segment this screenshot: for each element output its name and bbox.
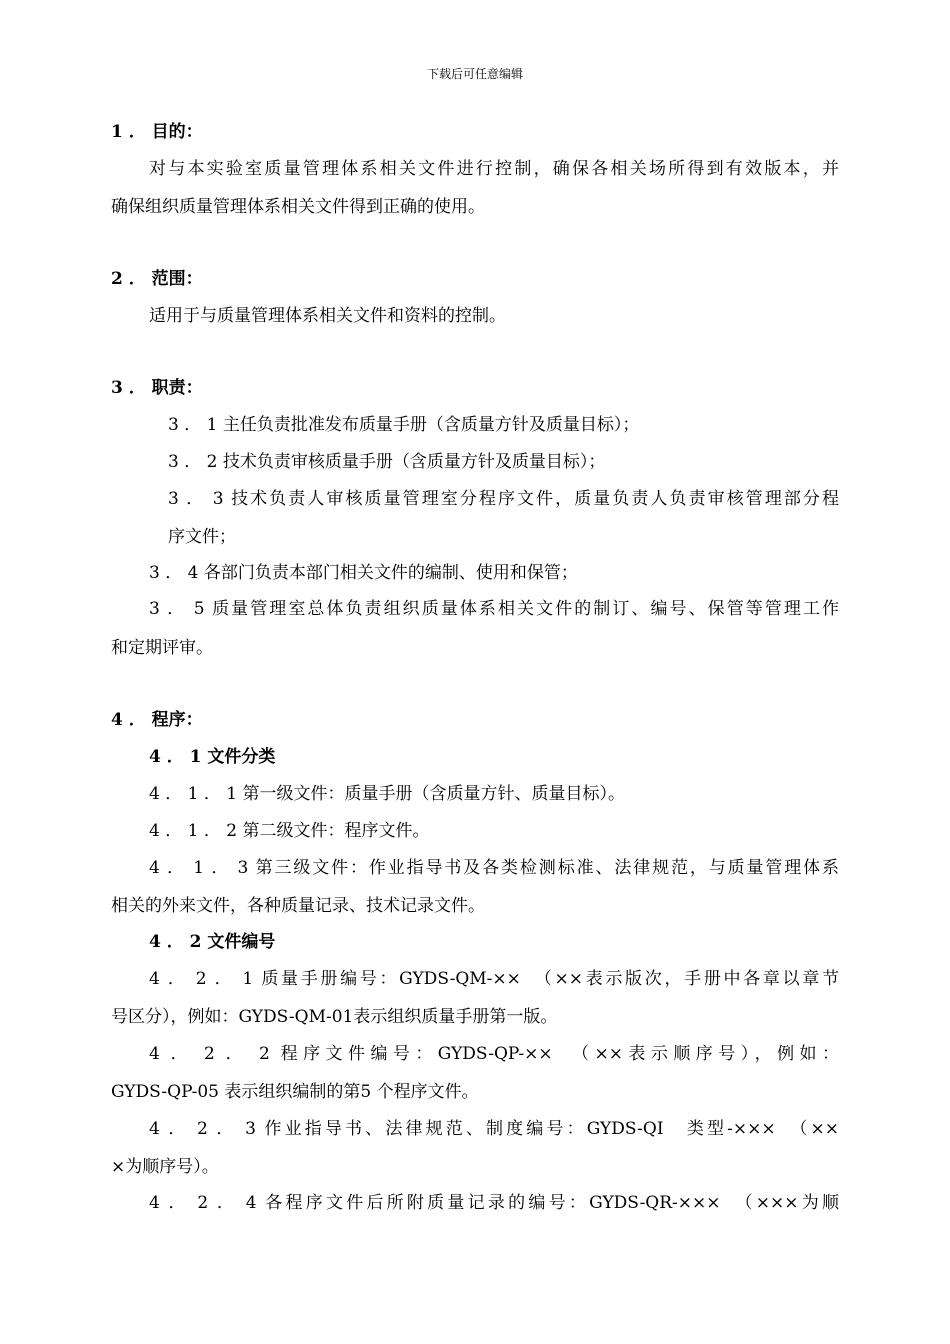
list-item: 4 ． 2 ． 3 作业指导书、法律规范、制度编号：GYDS-QI 类型-××× （××: [149, 1119, 839, 1139]
list-item-continuation: 序文件；: [168, 527, 236, 547]
list-item: 3 ． 3 技术负责人审核质量管理室分程序文件，质量负责人负责审核管理部分程: [168, 489, 839, 509]
subheading-file-classification: 4 ． 1 文件分类: [149, 747, 276, 767]
list-item: 3 ． 4 各部门负责本部门相关文件的编制、使用和保管；: [149, 563, 578, 583]
list-item: 3 ． 2 技术负责审核质量手册（含质量方针及质量目标）；: [168, 452, 606, 472]
paragraph-line: 对与本实验室质量管理体系相关文件进行控制，确保各相关场所得到有效版本，并: [149, 159, 839, 179]
list-item-continuation: 号区分），例如：GYDS-QM-01表示组织质量手册第一版。: [111, 1007, 558, 1027]
list-item: 4 ． 2 ． 2 程序文件编号：GYDS-QP-×× （××表示顺序号），例如：: [149, 1044, 839, 1064]
list-item: 3 ． 5 质量管理室总体负责组织质量体系相关文件的制订、编号、保管等管理工作: [149, 599, 839, 619]
list-item-continuation: ×为顺序号）。: [111, 1157, 219, 1177]
heading-purpose: 1 ． 目的：: [111, 122, 203, 142]
list-item-continuation: 和定期评审。: [111, 638, 213, 658]
list-item: 4 ． 2 ． 1 质量手册编号：GYDS-QM-×× （××表示版次，手册中各章以章节: [149, 969, 839, 989]
list-item: 4 ． 1 ． 3 第三级文件：作业指导书及各类检测标准、法律规范，与质量管理体系: [149, 858, 839, 878]
subheading-file-numbering: 4 ． 2 文件编号: [149, 932, 276, 952]
list-item: 4 ． 2 ． 4 各程序文件后所附质量记录的编号：GYDS-QR-××× （×××为顺: [149, 1193, 839, 1213]
list-item: 4 ． 1 ． 2 第二级文件：程序文件。: [149, 821, 430, 841]
list-item: 4 ． 1 ． 1 第一级文件：质量手册（含质量方针、质量目标）。: [149, 784, 625, 804]
list-item-continuation: 相关的外来文件，各种质量记录、技术记录文件。: [111, 896, 485, 916]
heading-procedure: 4 ． 程序：: [111, 710, 203, 730]
heading-responsibilities: 3 ． 职责：: [111, 378, 203, 398]
paragraph-line: 适用于与质量管理体系相关文件和资料的控制。: [149, 306, 506, 326]
paragraph-line: 确保组织质量管理体系相关文件得到正确的使用。: [111, 197, 485, 217]
page-header: 下载后可任意编辑: [426, 67, 523, 81]
heading-scope: 2 ． 范围：: [111, 269, 203, 289]
list-item-continuation: GYDS-QP-05 表示组织编制的第5 个程序文件。: [111, 1082, 479, 1102]
list-item: 3 ． 1 主任负责批准发布质量手册（含质量方针及质量目标）；: [168, 415, 640, 435]
